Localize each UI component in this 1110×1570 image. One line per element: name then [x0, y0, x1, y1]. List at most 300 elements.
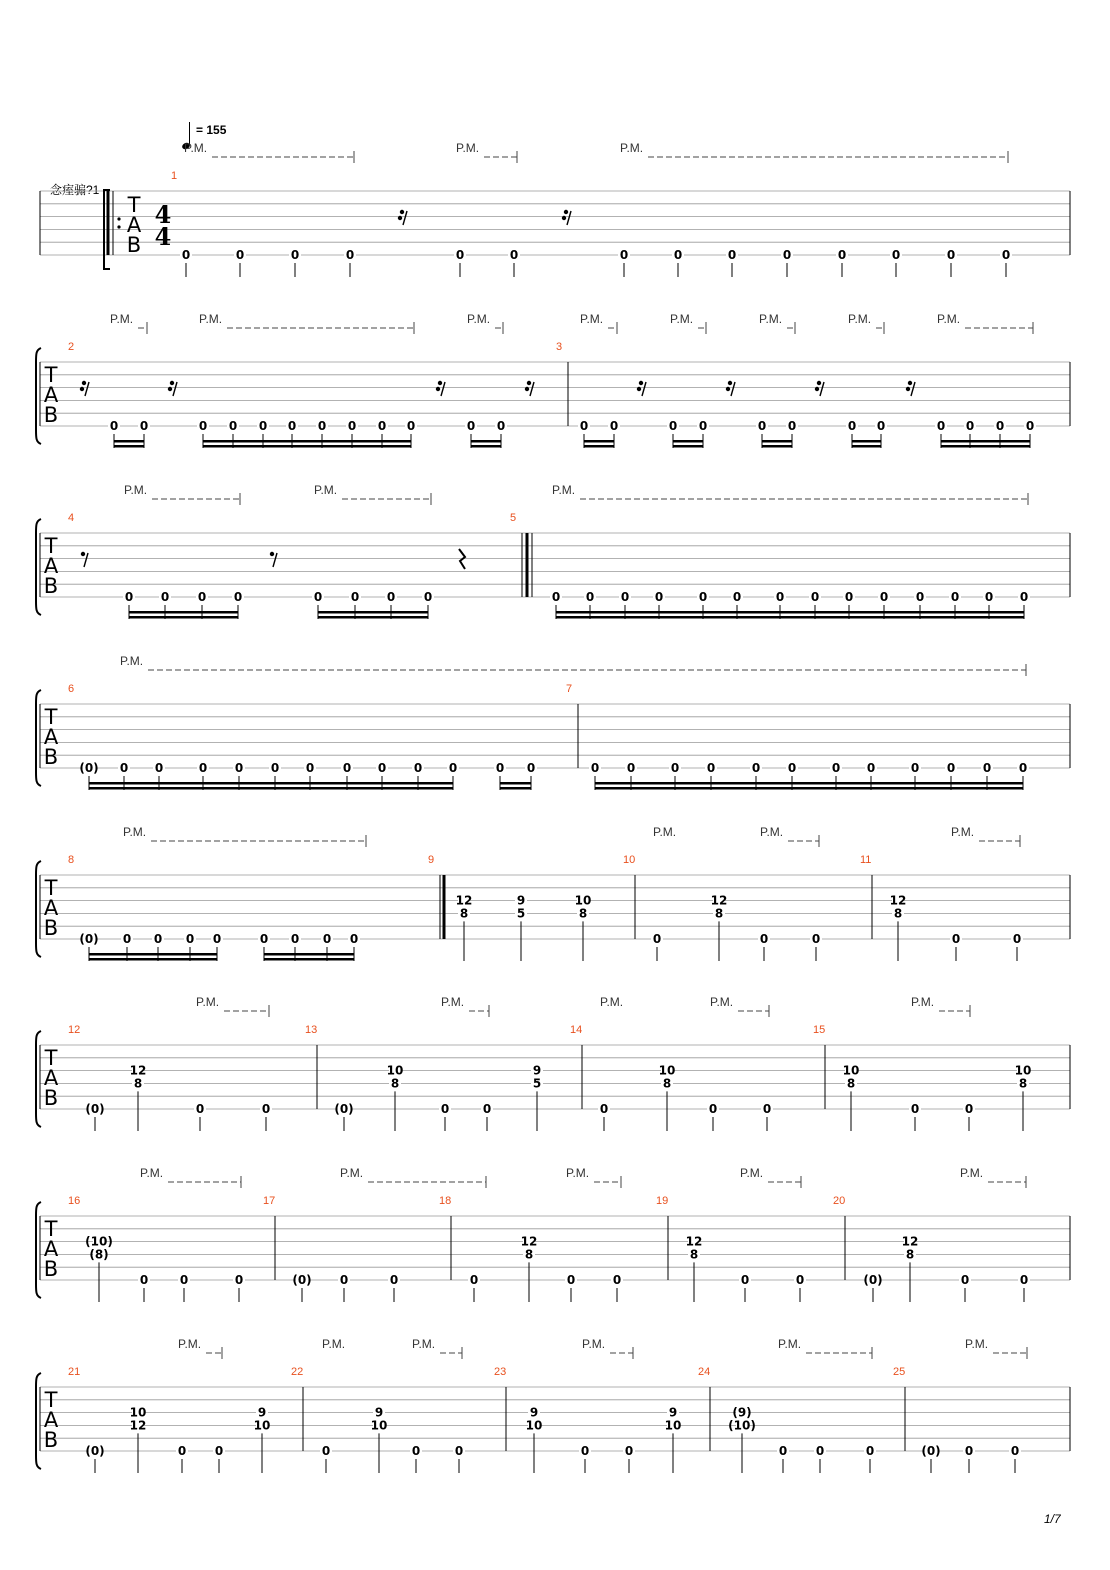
palm-mute-label: P.M. [580, 312, 604, 326]
fret-number: 0 [668, 419, 678, 433]
beam [595, 787, 631, 790]
palm-mute-label: P.M. [120, 654, 144, 668]
tab-clef-b: B [43, 745, 59, 769]
fret-number: (9) [732, 1405, 752, 1420]
fret-number: 0 [706, 761, 716, 775]
measure-number: 15 [813, 1024, 826, 1036]
fret-number: (0) [921, 1444, 941, 1458]
fret-number: 0 [339, 1273, 349, 1287]
time-sig-top: 4 [154, 200, 172, 229]
beam [989, 616, 1024, 619]
beam [327, 953, 354, 956]
beam [203, 787, 239, 790]
fret-number: 0 [740, 1273, 750, 1287]
fret-number: 10 [386, 1063, 404, 1078]
fret-number: 0 [811, 932, 821, 946]
measure-number: 16 [68, 1195, 81, 1207]
beam [852, 445, 881, 448]
fret-number: 0 [964, 1444, 974, 1458]
fret-number: 0 [787, 419, 797, 433]
fret-number: 0 [951, 932, 961, 946]
fret-number: 0 [1019, 1273, 1029, 1287]
fret-number: 0 [620, 590, 630, 604]
beam [1000, 445, 1030, 448]
fret-number: 0 [654, 590, 664, 604]
beam [89, 958, 127, 961]
measure-number: 11 [860, 854, 872, 866]
fret-number: 12 [455, 893, 473, 908]
rest-dot [168, 387, 172, 391]
fret-number: 0 [936, 419, 946, 433]
palm-mute-label: P.M. [600, 995, 624, 1009]
measure-number: 25 [893, 1366, 906, 1378]
beam [792, 787, 836, 790]
palm-mute-label: P.M. [582, 1337, 606, 1351]
fret-number: 10 [1014, 1063, 1032, 1078]
fret-number: 0 [762, 1102, 772, 1116]
fret-number: 0 [270, 761, 280, 775]
beam [792, 782, 836, 785]
beam [239, 782, 275, 785]
beam [275, 787, 310, 790]
beam [675, 782, 711, 785]
fret-number: 0 [787, 761, 797, 775]
beam [920, 611, 955, 614]
fret-number: 0 [778, 1444, 788, 1458]
fret-number: 0 [619, 248, 629, 262]
beam [884, 611, 920, 614]
fret-number: (10) [728, 1418, 756, 1433]
fret-number: 0 [831, 761, 841, 775]
beam [165, 611, 202, 614]
fret-number: 0 [590, 761, 600, 775]
fret-number: 0 [466, 419, 476, 433]
fret-number: 8 [905, 1247, 915, 1262]
fret-number: 0 [290, 248, 300, 262]
fret-number: 0 [698, 419, 708, 433]
beam [970, 440, 1000, 443]
beam [391, 616, 428, 619]
beam [203, 440, 233, 443]
fret-number: 0 [847, 419, 857, 433]
beam [871, 782, 915, 785]
beam [158, 958, 190, 961]
fret-number: 0 [234, 1273, 244, 1287]
fret-number: 0 [139, 419, 149, 433]
beam [129, 611, 165, 614]
fret-number: 0 [496, 419, 506, 433]
beam [165, 616, 202, 619]
tempo-value: = 155 [196, 123, 227, 137]
beam [89, 787, 124, 790]
palm-mute-label: P.M. [848, 312, 872, 326]
tab-clef-a: A [43, 1066, 59, 1090]
rest-dot [525, 387, 529, 391]
fret-number: 0 [406, 419, 416, 433]
fret-number: 8 [893, 906, 903, 921]
fret-number: 0 [413, 761, 423, 775]
beam [987, 787, 1023, 790]
fret-number: 12 [685, 1234, 703, 1249]
beam [310, 787, 347, 790]
palm-mute-label: P.M. [456, 141, 480, 155]
palm-mute-label: P.M. [552, 483, 576, 497]
beam [391, 611, 428, 614]
beam [951, 782, 987, 785]
time-sig-bottom: 4 [154, 222, 172, 251]
measure-number: 22 [291, 1366, 304, 1378]
fret-number: 0 [261, 1102, 271, 1116]
fret-number: 0 [624, 1444, 634, 1458]
beam [322, 440, 352, 443]
fret-number: 9 [257, 1405, 267, 1420]
rest-dot [400, 210, 404, 214]
repeat-dot [117, 225, 120, 228]
fret-number: 0 [810, 590, 820, 604]
fret-number: 12 [520, 1234, 538, 1249]
tab-clef-t: T [44, 1388, 58, 1412]
fret-number: 0 [609, 419, 619, 433]
fret-number: (10) [85, 1234, 113, 1249]
beam [190, 953, 217, 956]
beam [989, 611, 1024, 614]
palm-mute-label: P.M. [467, 312, 491, 326]
beam [673, 440, 703, 443]
fret-number: 0 [509, 248, 519, 262]
beam [941, 440, 970, 443]
fret-number: 12 [901, 1234, 919, 1249]
fret-number: 0 [342, 761, 352, 775]
fret-number: 0 [347, 419, 357, 433]
beam [556, 616, 590, 619]
beam [711, 787, 756, 790]
fret-number: 10 [253, 1418, 271, 1433]
beam [852, 440, 881, 443]
beam [884, 616, 920, 619]
palm-mute-label: P.M. [965, 1337, 989, 1351]
fret-number: 0 [377, 761, 387, 775]
measure-number: 3 [556, 341, 563, 353]
rest-dot [270, 552, 274, 556]
beam [711, 782, 756, 785]
fret-number: 0 [259, 932, 269, 946]
fret-number: (0) [334, 1102, 354, 1116]
palm-mute-label: P.M. [441, 995, 465, 1009]
beam [352, 445, 382, 448]
fret-number: 0 [670, 761, 680, 775]
beam [659, 616, 703, 619]
beam [780, 611, 815, 614]
fret-number: 0 [732, 590, 742, 604]
fret-number: 8 [846, 1076, 856, 1091]
measure-number: 10 [623, 854, 636, 866]
beam [703, 611, 737, 614]
beam [295, 958, 327, 961]
beam [382, 445, 411, 448]
beam [322, 445, 352, 448]
tab-clef-t: T [44, 1046, 58, 1070]
beam [418, 782, 453, 785]
palm-mute-label: P.M. [340, 1166, 364, 1180]
tab-clef-a: A [43, 554, 59, 578]
tab-system [36, 483, 1070, 619]
beam [264, 953, 295, 956]
fret-number: 0 [815, 1444, 825, 1458]
rest-dot [728, 381, 732, 385]
fret-number: 0 [124, 590, 134, 604]
fret-number: 0 [950, 590, 960, 604]
measure-number: 23 [494, 1366, 507, 1378]
beam [955, 611, 989, 614]
fret-number: 0 [345, 248, 355, 262]
tab-system [40, 141, 1070, 277]
rest-dot [562, 216, 566, 220]
measure-number: 7 [566, 683, 573, 695]
fret-number: 10 [658, 1063, 676, 1078]
palm-mute-label: P.M. [653, 825, 677, 839]
beam [159, 787, 203, 790]
beam [382, 440, 411, 443]
tab-clef-a: A [43, 1237, 59, 1261]
tab-system [36, 825, 1070, 961]
rest-dot [906, 387, 910, 391]
tab-systems [36, 141, 1070, 1473]
fret-number: 0 [751, 761, 761, 775]
fret-number: 9 [532, 1063, 542, 1078]
fret-number: 0 [876, 419, 886, 433]
fret-number: 0 [775, 590, 785, 604]
beam [318, 616, 355, 619]
measure-number: 8 [68, 854, 75, 866]
fret-number: 0 [1025, 419, 1035, 433]
fret-number: 0 [727, 248, 737, 262]
palm-mute-label: P.M. [196, 995, 220, 1009]
palm-mute-label: P.M. [620, 141, 644, 155]
beam [915, 782, 951, 785]
fret-number: 0 [579, 419, 589, 433]
palm-mute-label: P.M. [314, 483, 338, 497]
palm-mute-label: P.M. [710, 995, 734, 1009]
fret-number: 0 [234, 761, 244, 775]
rest-dot [438, 381, 442, 385]
beam [124, 782, 159, 785]
fret-number: 0 [837, 248, 847, 262]
beam [203, 782, 239, 785]
fret-number: 0 [1001, 248, 1011, 262]
tab-clef-a: A [43, 725, 59, 749]
rest-dot [81, 552, 85, 556]
fret-number: 0 [469, 1273, 479, 1287]
fret-number: 12 [710, 893, 728, 908]
beam [1000, 440, 1030, 443]
beam [584, 445, 614, 448]
fret-number: 0 [160, 590, 170, 604]
tab-clef-b: B [43, 916, 59, 940]
tab-clef-t: T [44, 1217, 58, 1241]
fret-number: 10 [574, 893, 592, 908]
fret-number: 8 [133, 1076, 143, 1091]
beam [382, 787, 418, 790]
fret-number: 0 [440, 1102, 450, 1116]
beam [756, 787, 792, 790]
fret-number: 0 [526, 761, 536, 775]
beam [920, 616, 955, 619]
beam [471, 445, 501, 448]
beam [239, 787, 275, 790]
repeat-dot [117, 217, 120, 220]
fret-number: 0 [626, 761, 636, 775]
palm-mute-label: P.M. [110, 312, 134, 326]
beam [987, 782, 1023, 785]
fret-number: 9 [668, 1405, 678, 1420]
palm-mute-label: P.M. [199, 312, 223, 326]
fret-number: 0 [411, 1444, 421, 1458]
fret-number: 0 [879, 590, 889, 604]
fret-number: 0 [960, 1273, 970, 1287]
fret-number: 12 [129, 1418, 147, 1433]
beam [202, 616, 238, 619]
beam [310, 782, 347, 785]
tab-clef-b: B [43, 403, 59, 427]
measure-number: 17 [263, 1195, 276, 1207]
fret-number: 0 [389, 1273, 399, 1287]
tab-clef-t: T [127, 193, 141, 217]
palm-mute-label: P.M. [778, 1337, 802, 1351]
tab-system [36, 654, 1070, 790]
palm-mute-label: P.M. [322, 1337, 346, 1351]
palm-mute-label: P.M. [911, 995, 935, 1009]
measure-number: 21 [68, 1366, 81, 1378]
beam [124, 787, 159, 790]
beam [129, 616, 165, 619]
rest-dot [908, 381, 912, 385]
beam [347, 787, 382, 790]
fret-number: 0 [566, 1273, 576, 1287]
fret-number: 0 [673, 248, 683, 262]
fret-number: 5 [516, 906, 526, 921]
beam [849, 611, 884, 614]
palm-mute-label: P.M. [951, 825, 975, 839]
tab-clef-b: B [43, 1086, 59, 1110]
rest-dot [726, 387, 730, 391]
fret-number: 8 [459, 906, 469, 921]
palm-mute-label: P.M. [937, 312, 961, 326]
fret-number: 0 [212, 932, 222, 946]
beam [675, 787, 711, 790]
beam [737, 611, 780, 614]
beam [347, 782, 382, 785]
beam [263, 445, 292, 448]
beam [202, 611, 238, 614]
beam [737, 616, 780, 619]
rest-dot [170, 381, 174, 385]
page-number: 1/7 [1044, 1512, 1061, 1526]
fret-number: 0 [122, 932, 132, 946]
beam [292, 445, 322, 448]
fret-number: 0 [984, 590, 994, 604]
fret-number: 0 [317, 419, 327, 433]
track-label: 念痓骟?1 [50, 183, 100, 197]
fret-number: 0 [119, 761, 129, 775]
fret-number: 10 [842, 1063, 860, 1078]
measure-number: 6 [68, 683, 75, 695]
tab-clef-b: B [43, 1428, 59, 1452]
fret-number: 0 [290, 932, 300, 946]
beam [318, 611, 355, 614]
beam [127, 958, 158, 961]
fret-number: (8) [89, 1247, 109, 1262]
fret-number: 0 [757, 419, 767, 433]
beam [114, 440, 144, 443]
beam [382, 782, 418, 785]
fret-number: 0 [698, 590, 708, 604]
fret-number: 0 [495, 761, 505, 775]
fret-number: 0 [915, 590, 925, 604]
beam [352, 440, 382, 443]
beam [327, 958, 354, 961]
fret-number: 0 [322, 932, 332, 946]
measure-number: 24 [698, 1366, 711, 1378]
beam [836, 782, 871, 785]
beam [159, 782, 203, 785]
rest-dot [436, 387, 440, 391]
tab-clef-a: A [43, 1408, 59, 1432]
fret-number: 0 [305, 761, 315, 775]
fret-number: 12 [889, 893, 907, 908]
fret-number: 0 [154, 761, 164, 775]
fret-number: 0 [177, 1444, 187, 1458]
fret-number: 8 [662, 1076, 672, 1091]
fret-number: 8 [689, 1247, 699, 1262]
beam [756, 782, 792, 785]
beam [500, 787, 531, 790]
beam [471, 440, 501, 443]
fret-number: 0 [865, 1444, 875, 1458]
fret-number: 8 [578, 906, 588, 921]
beam [89, 782, 124, 785]
tab-clef-t: T [44, 876, 58, 900]
rest-dot [398, 216, 402, 220]
beam [264, 958, 295, 961]
fret-number: 0 [585, 590, 595, 604]
rest-dot [817, 381, 821, 385]
fret-number: 0 [482, 1102, 492, 1116]
palm-mute-label: P.M. [124, 483, 148, 497]
fret-number: 8 [1018, 1076, 1028, 1091]
palm-mute-label: P.M. [740, 1166, 764, 1180]
fret-number: 0 [214, 1444, 224, 1458]
beam [89, 953, 127, 956]
beam [418, 787, 453, 790]
beam [762, 440, 792, 443]
fret-number: 0 [195, 1102, 205, 1116]
beam [780, 616, 815, 619]
palm-mute-label: P.M. [760, 825, 784, 839]
beam [203, 445, 233, 448]
fret-number: (0) [85, 1444, 105, 1458]
fret-number: 0 [179, 1273, 189, 1287]
fret-number: 10 [525, 1418, 543, 1433]
tab-clef-t: T [44, 705, 58, 729]
rest-dot [80, 387, 84, 391]
palm-mute-label: P.M. [960, 1166, 984, 1180]
beam [659, 611, 703, 614]
fret-number: 0 [652, 932, 662, 946]
fret-number: 0 [139, 1273, 149, 1287]
fret-number: 9 [529, 1405, 539, 1420]
fret-number: 0 [198, 419, 208, 433]
fret-number: (0) [863, 1273, 883, 1287]
